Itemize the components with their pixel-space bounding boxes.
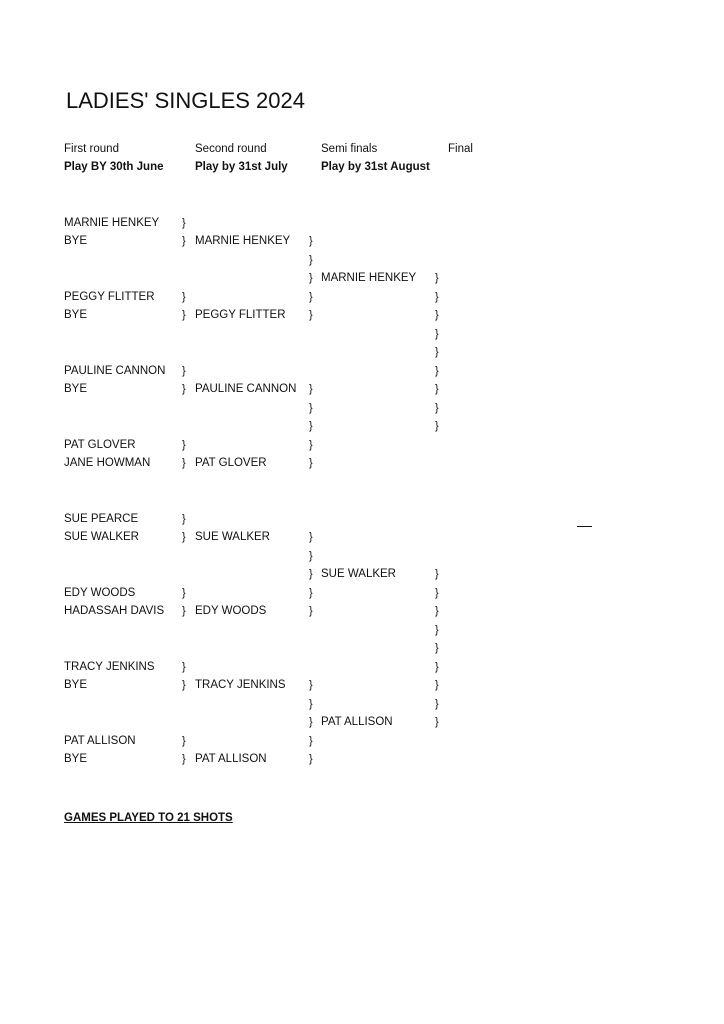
bracket-symbol: } [309,272,313,284]
first-round-player: BYE [64,235,88,247]
bracket-symbol: } [435,328,439,340]
bracket-symbol: } [309,568,313,580]
bracket-symbol: } [182,217,186,229]
bracket-symbol: } [182,235,186,247]
bracket-symbol: } [309,605,313,617]
bracket-symbol: } [435,642,439,654]
bracket-symbol: } [309,587,313,599]
bracket-symbol: } [435,291,439,303]
semi-final-player: PAT ALLISON [321,716,393,728]
bracket-symbol: } [309,531,313,543]
bracket-symbol: } [182,291,186,303]
deadline-first-round: Play BY 30th June [64,161,164,173]
bracket-symbol: } [435,365,439,377]
bracket-symbol: } [309,679,313,691]
bracket-symbol: } [435,309,439,321]
bracket-symbol: } [182,605,186,617]
second-round-player: EDY WOODS [195,605,267,617]
bracket-symbol: } [435,272,439,284]
bracket-symbol: } [182,513,186,525]
first-round-player: JANE HOWMAN [64,457,151,469]
bracket-symbol: } [435,716,439,728]
second-round-player: PEGGY FLITTER [195,309,286,321]
bracket-symbol: } [309,439,313,451]
second-round-player: TRACY JENKINS [195,679,286,691]
first-round-player: BYE [64,753,88,765]
bracket-symbol: } [309,420,313,432]
bracket-symbol: } [309,716,313,728]
bracket-symbol: } [309,235,313,247]
footer-note: GAMES PLAYED TO 21 SHOTS [64,812,233,824]
bracket-symbol: } [182,753,186,765]
bracket-symbol: } [435,568,439,580]
first-round-player: BYE [64,309,88,321]
first-round-player: TRACY JENKINS [64,661,155,673]
semi-final-player: MARNIE HENKEY [321,272,417,284]
bracket-symbol: } [309,457,313,469]
first-round-player: PEGGY FLITTER [64,291,155,303]
bracket-symbol: } [309,291,313,303]
deadline-second-round: Play by 31st July [195,161,288,173]
second-round-player: SUE WALKER [195,531,270,543]
bracket-symbol: } [435,420,439,432]
bracket-symbol: } [435,679,439,691]
page-title: LADIES' SINGLES 2024 [66,88,305,113]
first-round-player: BYE [64,383,88,395]
bracket-symbol: } [309,753,313,765]
header-final: Final [448,143,473,155]
first-round-player: SUE WALKER [64,531,139,543]
bracket-symbol: } [435,661,439,673]
bracket-symbol: } [435,346,439,358]
bracket-symbol: } [182,309,186,321]
bracket-symbol: } [435,587,439,599]
header-semi-finals: Semi finals [321,143,378,155]
bracket-symbol: } [182,365,186,377]
first-round-player: SUE PEARCE [64,513,139,525]
semi-final-player: SUE WALKER [321,568,396,580]
second-round-player: MARNIE HENKEY [195,235,291,247]
bracket-symbol: } [182,457,186,469]
bracket-symbol: } [309,402,313,414]
header-second-round: Second round [195,143,267,155]
header-first-round: First round [64,143,119,155]
first-round-player: PAT GLOVER [64,439,136,451]
bracket-symbol: } [435,605,439,617]
bracket-symbol: } [182,679,186,691]
first-round-player: HADASSAH DAVIS [64,605,165,617]
bracket-symbol: } [182,661,186,673]
bracket-symbol: } [309,383,313,395]
second-round-player: PAT GLOVER [195,457,267,469]
deadline-semi-finals: Play by 31st August [321,161,430,173]
first-round-player: EDY WOODS [64,587,136,599]
bracket-symbol: } [182,383,186,395]
first-round-player: PAULINE CANNON [64,365,166,377]
bracket-symbol: } [309,698,313,710]
first-round-player: MARNIE HENKEY [64,217,160,229]
second-round-player: PAT ALLISON [195,753,267,765]
bracket-symbol: } [435,624,439,636]
bracket-symbol: } [309,254,313,266]
bracket-symbol: } [182,439,186,451]
bracket-symbol: } [182,587,186,599]
bracket-symbol: } [309,550,313,562]
bracket-symbol: } [309,309,313,321]
first-round-player: PAT ALLISON [64,735,136,747]
stray-dash-line [577,526,592,527]
bracket-symbol: } [182,735,186,747]
second-round-player: PAULINE CANNON [195,383,297,395]
bracket-symbol: } [309,735,313,747]
bracket-symbol: } [435,402,439,414]
bracket-symbol: } [182,531,186,543]
bracket-symbol: } [435,383,439,395]
bracket-symbol: } [435,698,439,710]
first-round-player: BYE [64,679,88,691]
